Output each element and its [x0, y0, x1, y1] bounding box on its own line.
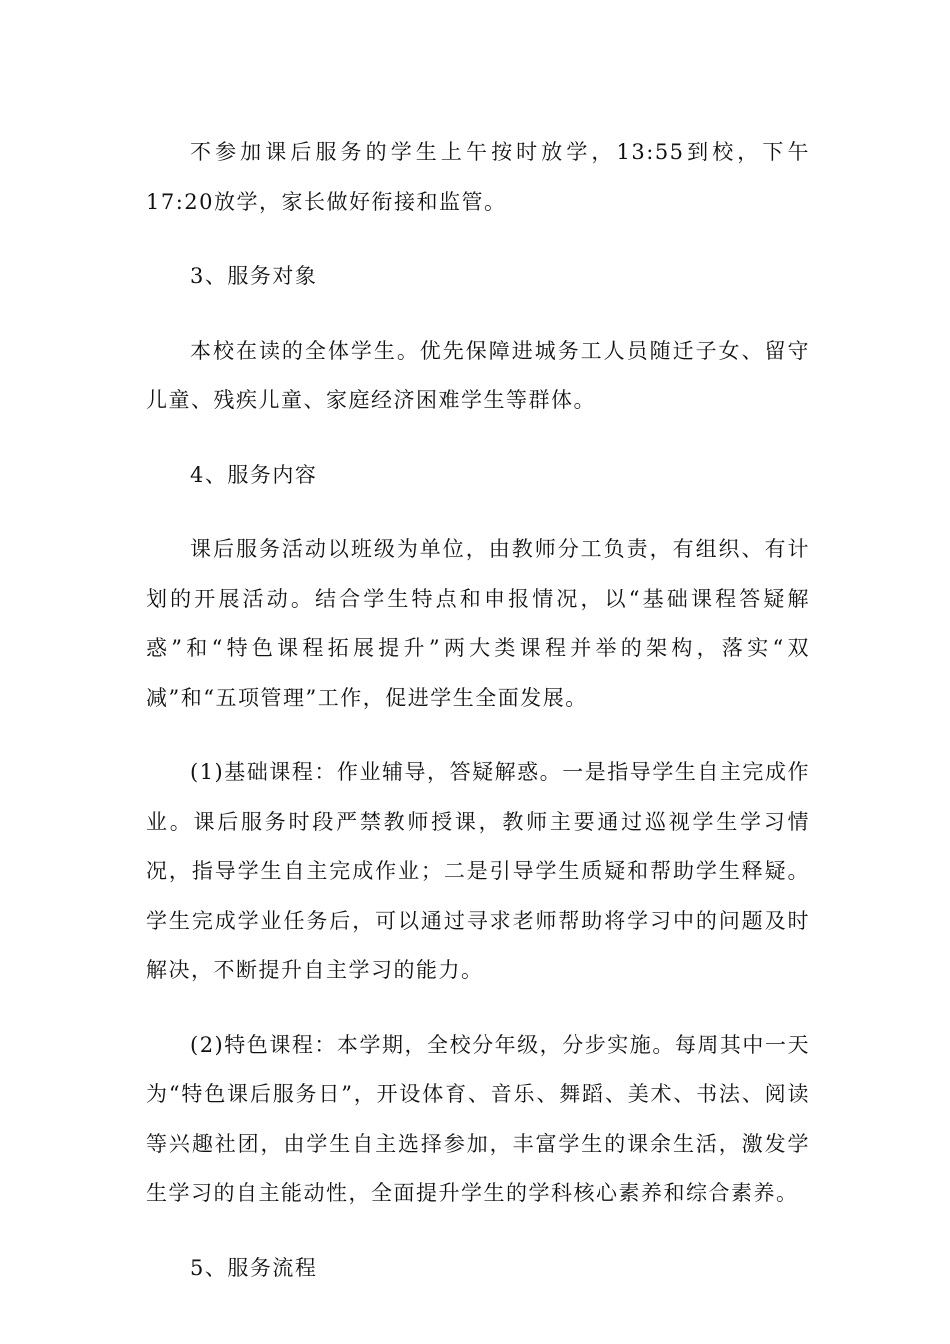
- heading-service-content: 4、服务内容: [190, 462, 318, 487]
- paragraph-basic-course: (1)基础课程：作业辅导，答疑解惑。一是指导学生自主完成作业。课后服务时段严禁教师授课，教师主要通过巡视学生学习情况，指导学生自主完成作业；二是引导学生质疑和帮助学生释疑。学生完成学业任务后，可以通过寻求老师帮助将学习中的问题及时解决，不断提升自主学习的能力。: [146, 760, 810, 982]
- paragraph-service-content: 课后服务活动以班级为单位，由教师分工负责，有组织、有计划的开展活动。结合学生特点和申报情况，以“基础课程答疑解惑”和“特色课程拓展提升”两大类课程并举的架构，落实“双减”和“五项管理”工作，促进学生全面发展。: [146, 537, 810, 710]
- heading-service-target: 3、服务对象: [190, 264, 318, 288]
- paragraph-dismissal-time: 不参加课后服务的学生上午按时放学，13:55到校，下午17:20放学，家长做好衔接和监管。: [146, 140, 810, 214]
- document-body: [146, 128, 810, 1293]
- paragraph-special-course: (2)特色课程：本学期，全校分年级，分步实施。每周其中一天为“特色课后服务日”，开设体育、音乐、舞蹈、美术、书法、阅读等兴趣社团，由学生自主选择参加，丰富学生的课余生活，激发学生学习的自主能动性，全面提升学生的学科核心素养和综合素养。: [146, 1032, 810, 1205]
- heading-service-process: 5、服务流程: [190, 1255, 318, 1280]
- paragraph-service-target: 本校在读的全体学生。优先保障进城务工人员随迁子女、留守儿童、残疾儿童、家庭经济困难学生等群体。: [146, 338, 810, 412]
